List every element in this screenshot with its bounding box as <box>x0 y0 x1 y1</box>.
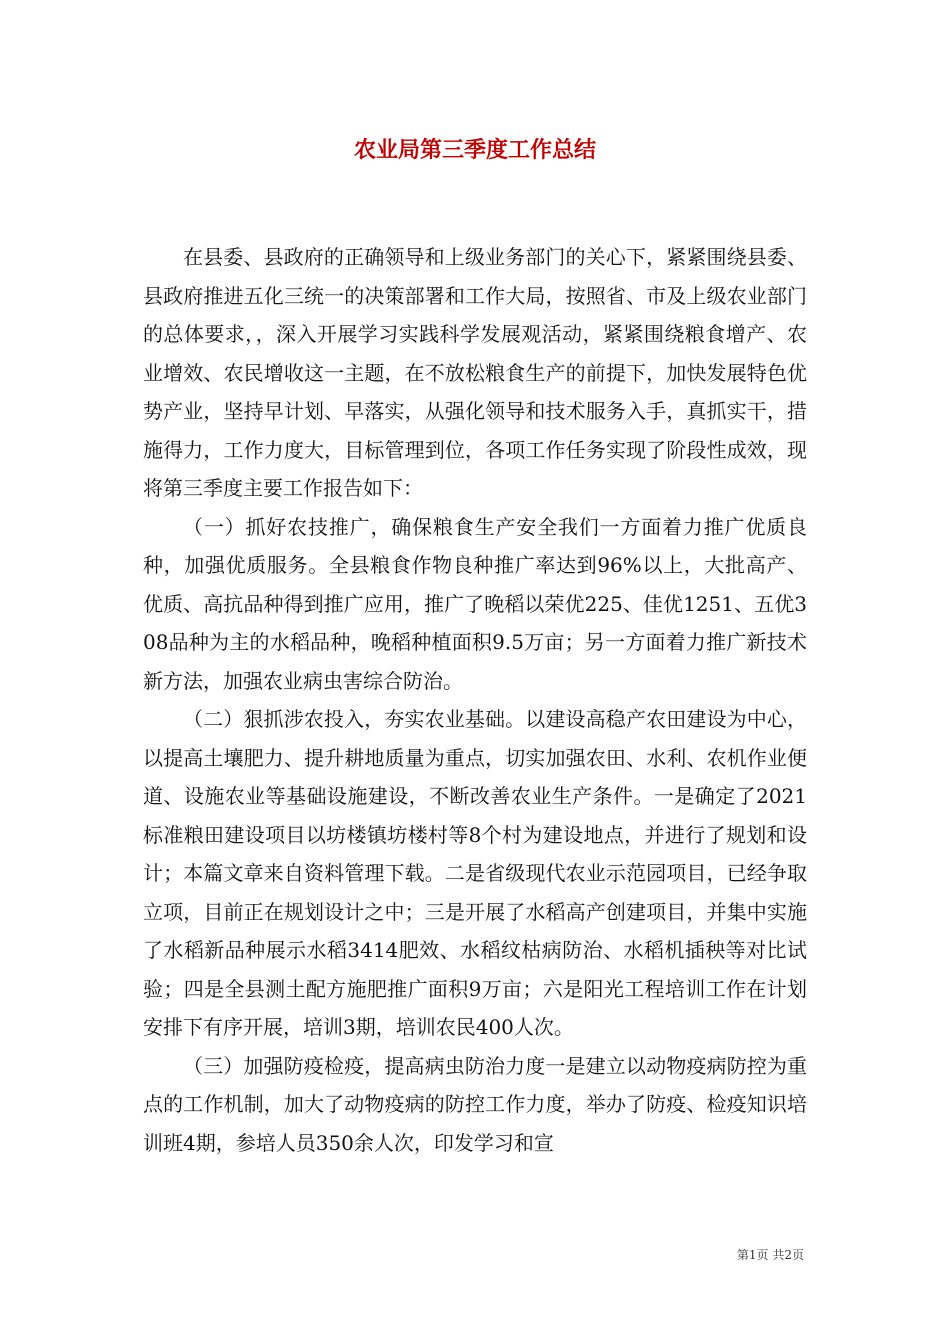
document-body <box>143 238 807 1162</box>
paragraph-intro: 在县委、县政府的正确领导和上级业务部门的关心下，紧紧围绕县委、县政府推进五化三统一的决策部署和工作大局，按照省、市及上级农业部门的总体要求，，深入开展学习实践科学发展观活动，紧紧围绕粮食增产、农业增效、农民增收这一主题，在不放松粮食生产的前提下，加快发展特色优势产业，坚持早计划、早落实，从强化领导和技术服务入手，真抓实干，措施得力，工作力度大，目标管理到位，各项工作任务实现了阶段性成效，现将第三季度主要工作报告如下： <box>143 245 807 500</box>
paragraph-section-3: （三）加强防疫检疫，提高病虫防治力度一是建立以动物疫病防控为重点的工作机制，加大了动物疫病的防控工作力度，举办了防疫、检疫知识培训班4期，参培人员350余人次，印发学习和宣 <box>143 1053 807 1155</box>
paragraph-section-1: （一）抓好农技推广，确保粮食生产安全我们一方面着力推广优质良种，加强优质服务。全县粮食作物良种推广率达到96%以上，大批高产、优质、高抗品种得到推广应用，推广了晚稻以荣优225、佳优1251、五优308品种为主的水稻品种，晚稻种植面积9.5万亩；另一方面着力推广新技术新方法，加强农业病虫害综合防治。 <box>143 514 807 693</box>
document-title: 农业局第三季度工作总结 <box>353 137 596 163</box>
page-number: 第1页 共2页 <box>736 1248 804 1262</box>
paragraph-section-2: （二）狠抓涉农投入，夯实农业基础。以建设高稳产农田建设为中心，以提高土壤肥力、提升耕地质量为重点，切实加强农田、水利、农机作业便道、设施农业等基础设施建设，不断改善农业生产条件。一是确定了2021标准粮田建设项目以坊楼镇坊楼村等8个村为建设地点，并进行了规划和设计；本篇文章来自资料管理下载。二是省级现代农业示范园项目，已经争取立项，目前正在规划设计之中；三是开展了水稻高产创建项目，并集中实施了水稻新品种展示水稻3414肥效、水稻纹枯病防治、水稻机插秧等对比试验；四是全县测土配方施肥推广面积9万亩；六是阳光工程培训工作在计划安排下有序开展，培训3期，培训农民400人次。 <box>143 707 807 1039</box>
